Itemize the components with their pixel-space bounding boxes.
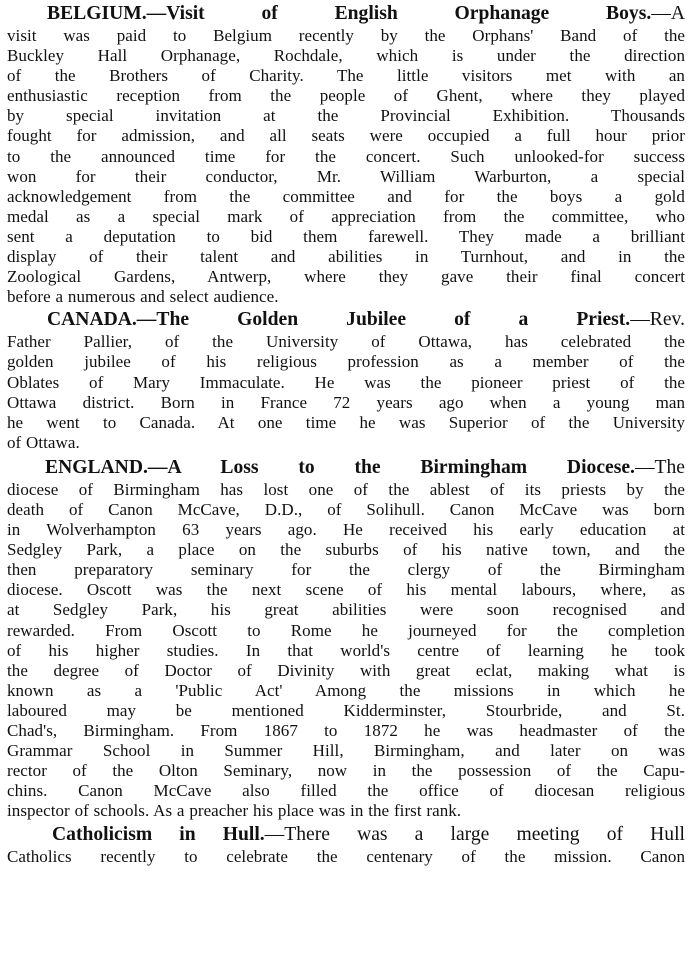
text-line: Catholics recently to celebrate the centenary of the mission. Canon <box>7 847 685 867</box>
newspaper-page <box>0 2 689 961</box>
text-line: of Ottawa. <box>7 432 80 452</box>
headline-title: BELGIUM.—Visit of English Orphanage Boys. <box>47 3 652 24</box>
text-line: death of Canon McCave, D.D., of Solihull. Canon McCave was born <box>7 499 685 519</box>
text-line: visit was paid to Belgium recently by the Orphans' Band of the <box>7 26 685 45</box>
text-line: the degree of Doctor of Divinity with great eclat, making what is <box>7 660 685 680</box>
article-headline <box>7 456 685 480</box>
text-line: acknowledgement from the committee and for the boys a gold <box>7 186 685 206</box>
text-line: display of their talent and abilities in Turnhout, and in the <box>7 247 685 267</box>
text-line: rewarded. From Oscott to Rome he journeyed for the completion <box>7 620 685 640</box>
text-line: chins. Canon McCave also filled the office of diocesan religious <box>7 781 685 801</box>
text-line: in Wolverhampton 63 years ago. He received his early education at <box>7 520 685 540</box>
article-headline <box>7 823 685 847</box>
article-england <box>7 456 685 822</box>
text-line: known as a 'Public Act' Among the missions in which he <box>7 680 685 700</box>
text-line: sent a deputation to bid them farewell. They made a brilliant <box>7 226 685 246</box>
article-headline <box>7 308 685 332</box>
text-line: diocese. Oscott was the next scene of his mental labours, where, as <box>7 580 685 600</box>
text-line: Chad's, Birmingham. From 1867 to 1872 he was headmaster of the <box>7 721 685 740</box>
text-line: laboured may be mentioned Kidderminster, Stourbride, and St. <box>7 700 685 720</box>
text-line: Sedgley Park, a place on the suburbs of his native town, and the <box>7 540 685 560</box>
text-line: golden jubilee of his religious profession as a member of the <box>7 352 685 372</box>
headline-lead: —Rev. <box>630 309 685 331</box>
text-line: to the announced time for the concert. Such unlooked-for success <box>7 146 685 166</box>
text-line: Grammar School in Summer Hill, Birmingham, and later on was <box>7 741 685 761</box>
article-belgium <box>7 2 685 307</box>
headline-title: CANADA.—The Golden Jubilee of a Priest. <box>47 309 631 331</box>
text-line: Oblates of Mary Immaculate. He was the pioneer priest of the <box>7 372 685 392</box>
text-line: then preparatory seminary for the clergy of the Birmingham <box>7 560 685 580</box>
headline-lead: —A <box>651 3 685 24</box>
text-line: Zoological Gardens, Antwerp, where they gave their final concert <box>7 267 685 287</box>
text-line: of his higher studies. In that world's centre of learning he took <box>7 640 685 660</box>
text-line: before a numerous and select audience. <box>7 287 279 307</box>
text-line: enthusiastic reception from the people of Ghent, where they played <box>7 86 685 106</box>
text-line: at Sedgley Park, his great abilities were soon recognised and <box>7 600 685 620</box>
text-line: diocese of Birmingham has lost one of the ablest of its priests by the <box>7 479 685 499</box>
text-line: of the Brothers of Charity. The little visitors met with an <box>7 66 685 86</box>
text-line: rector of the Olton Seminary, now in the possession of the Capu- <box>7 761 685 781</box>
article-hull <box>7 823 685 867</box>
text-line: medal as a special mark of appreciation from the committee, who <box>7 206 685 226</box>
text-line: Ottawa district. Born in France 72 years ago when a young man <box>7 392 685 412</box>
headline-title: ENGLAND.—A Loss to the Birmingham Diocese. <box>45 456 635 478</box>
text-line: Father Pallier, of the University of Ottawa, has celebrated the <box>7 332 685 352</box>
article-headline <box>7 2 685 26</box>
headline-lead: —The <box>634 456 685 478</box>
headline-lead: —There was a large meeting of Hull <box>264 824 685 846</box>
headline-title: Catholicism in Hull. <box>52 824 265 846</box>
text-line: won for their conductor, Mr. William Warburton, a special <box>7 166 685 186</box>
text-line: he went to Canada. At one time he was Superior of the University <box>7 412 685 432</box>
text-line: inspector of schools. As a preacher his place was in the first rank. <box>7 801 462 821</box>
text-line: by special invitation at the Provincial Exhibition. Thousands <box>7 106 685 126</box>
article-canada <box>7 308 685 453</box>
text-line: fought for admission, and all seats were occupied a full hour prior <box>7 126 685 146</box>
text-line: Buckley Hall Orphanage, Rochdale, which is under the direction <box>7 46 685 66</box>
